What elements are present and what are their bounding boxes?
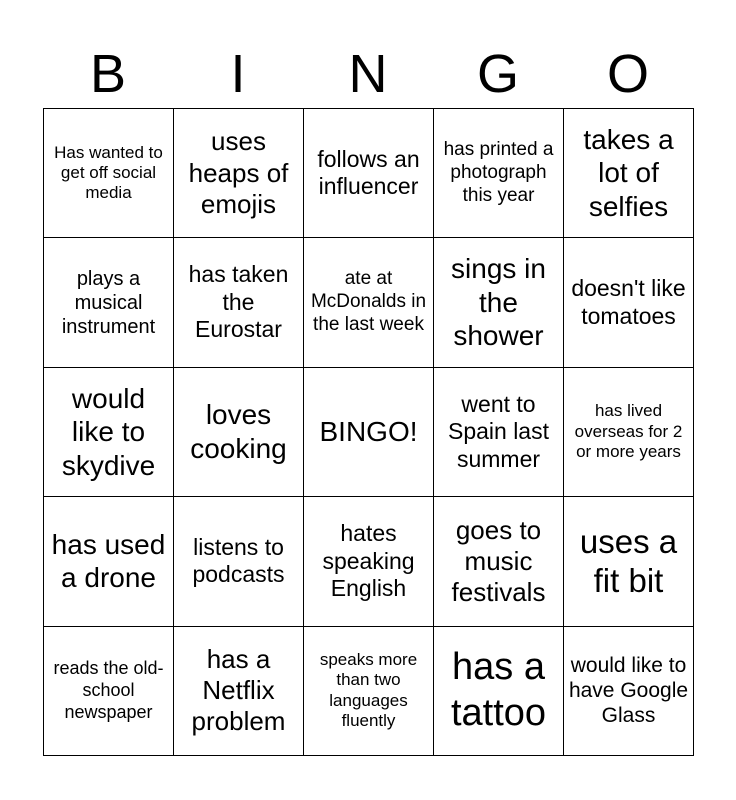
bingo-cell: plays a musical instrument: [44, 238, 174, 367]
bingo-cell: loves cooking: [174, 367, 304, 496]
bingo-cell: hates speaking English: [304, 497, 434, 626]
bingo-cell: would like to have Google Glass: [564, 626, 694, 755]
bingo-header: [43, 40, 693, 108]
grid-row: [44, 497, 694, 626]
bingo-cell: has lived overseas for 2 or more years: [564, 367, 694, 496]
grid-row: [44, 109, 694, 238]
bingo-cell: follows an influencer: [304, 109, 434, 238]
bingo-cell: went to Spain last summer: [434, 367, 564, 496]
grid-row: [44, 367, 694, 496]
bingo-cell: listens to podcasts: [174, 497, 304, 626]
bingo-cell: doesn't like tomatoes: [564, 238, 694, 367]
bingo-cell: goes to music festivals: [434, 497, 564, 626]
header-letter-g: G: [476, 44, 519, 104]
bingo-cell: uses a fit bit: [564, 497, 694, 626]
bingo-cell: has used a drone: [44, 497, 174, 626]
bingo-cell: has taken the Eurostar: [174, 238, 304, 367]
bingo-cell: ate at McDonalds in the last week: [304, 238, 434, 367]
bingo-cell-free: BINGO!: [304, 367, 434, 496]
header-letter-i: I: [230, 44, 246, 104]
bingo-cell: takes a lot of selfies: [564, 109, 694, 238]
bingo-cell: sings in the shower: [434, 238, 564, 367]
bingo-cell: reads the old-school newspaper: [44, 626, 174, 755]
grid-row: [44, 238, 694, 367]
bingo-cell: has a Netflix problem: [174, 626, 304, 755]
bingo-cell: Has wanted to get off social media: [44, 109, 174, 238]
bingo-cell: has printed a photograph this year: [434, 109, 564, 238]
header-letter-b: B: [89, 44, 127, 104]
header-letter-n: N: [348, 44, 388, 104]
grid-row: [44, 626, 694, 755]
header-letter-o: O: [606, 44, 649, 104]
bingo-cell: uses heaps of emojis: [174, 109, 304, 238]
bingo-cell: has a tattoo: [434, 626, 564, 755]
bingo-cell: speaks more than two languages fluently: [304, 626, 434, 755]
bingo-grid: [43, 108, 694, 756]
bingo-cell: would like to skydive: [44, 367, 174, 496]
